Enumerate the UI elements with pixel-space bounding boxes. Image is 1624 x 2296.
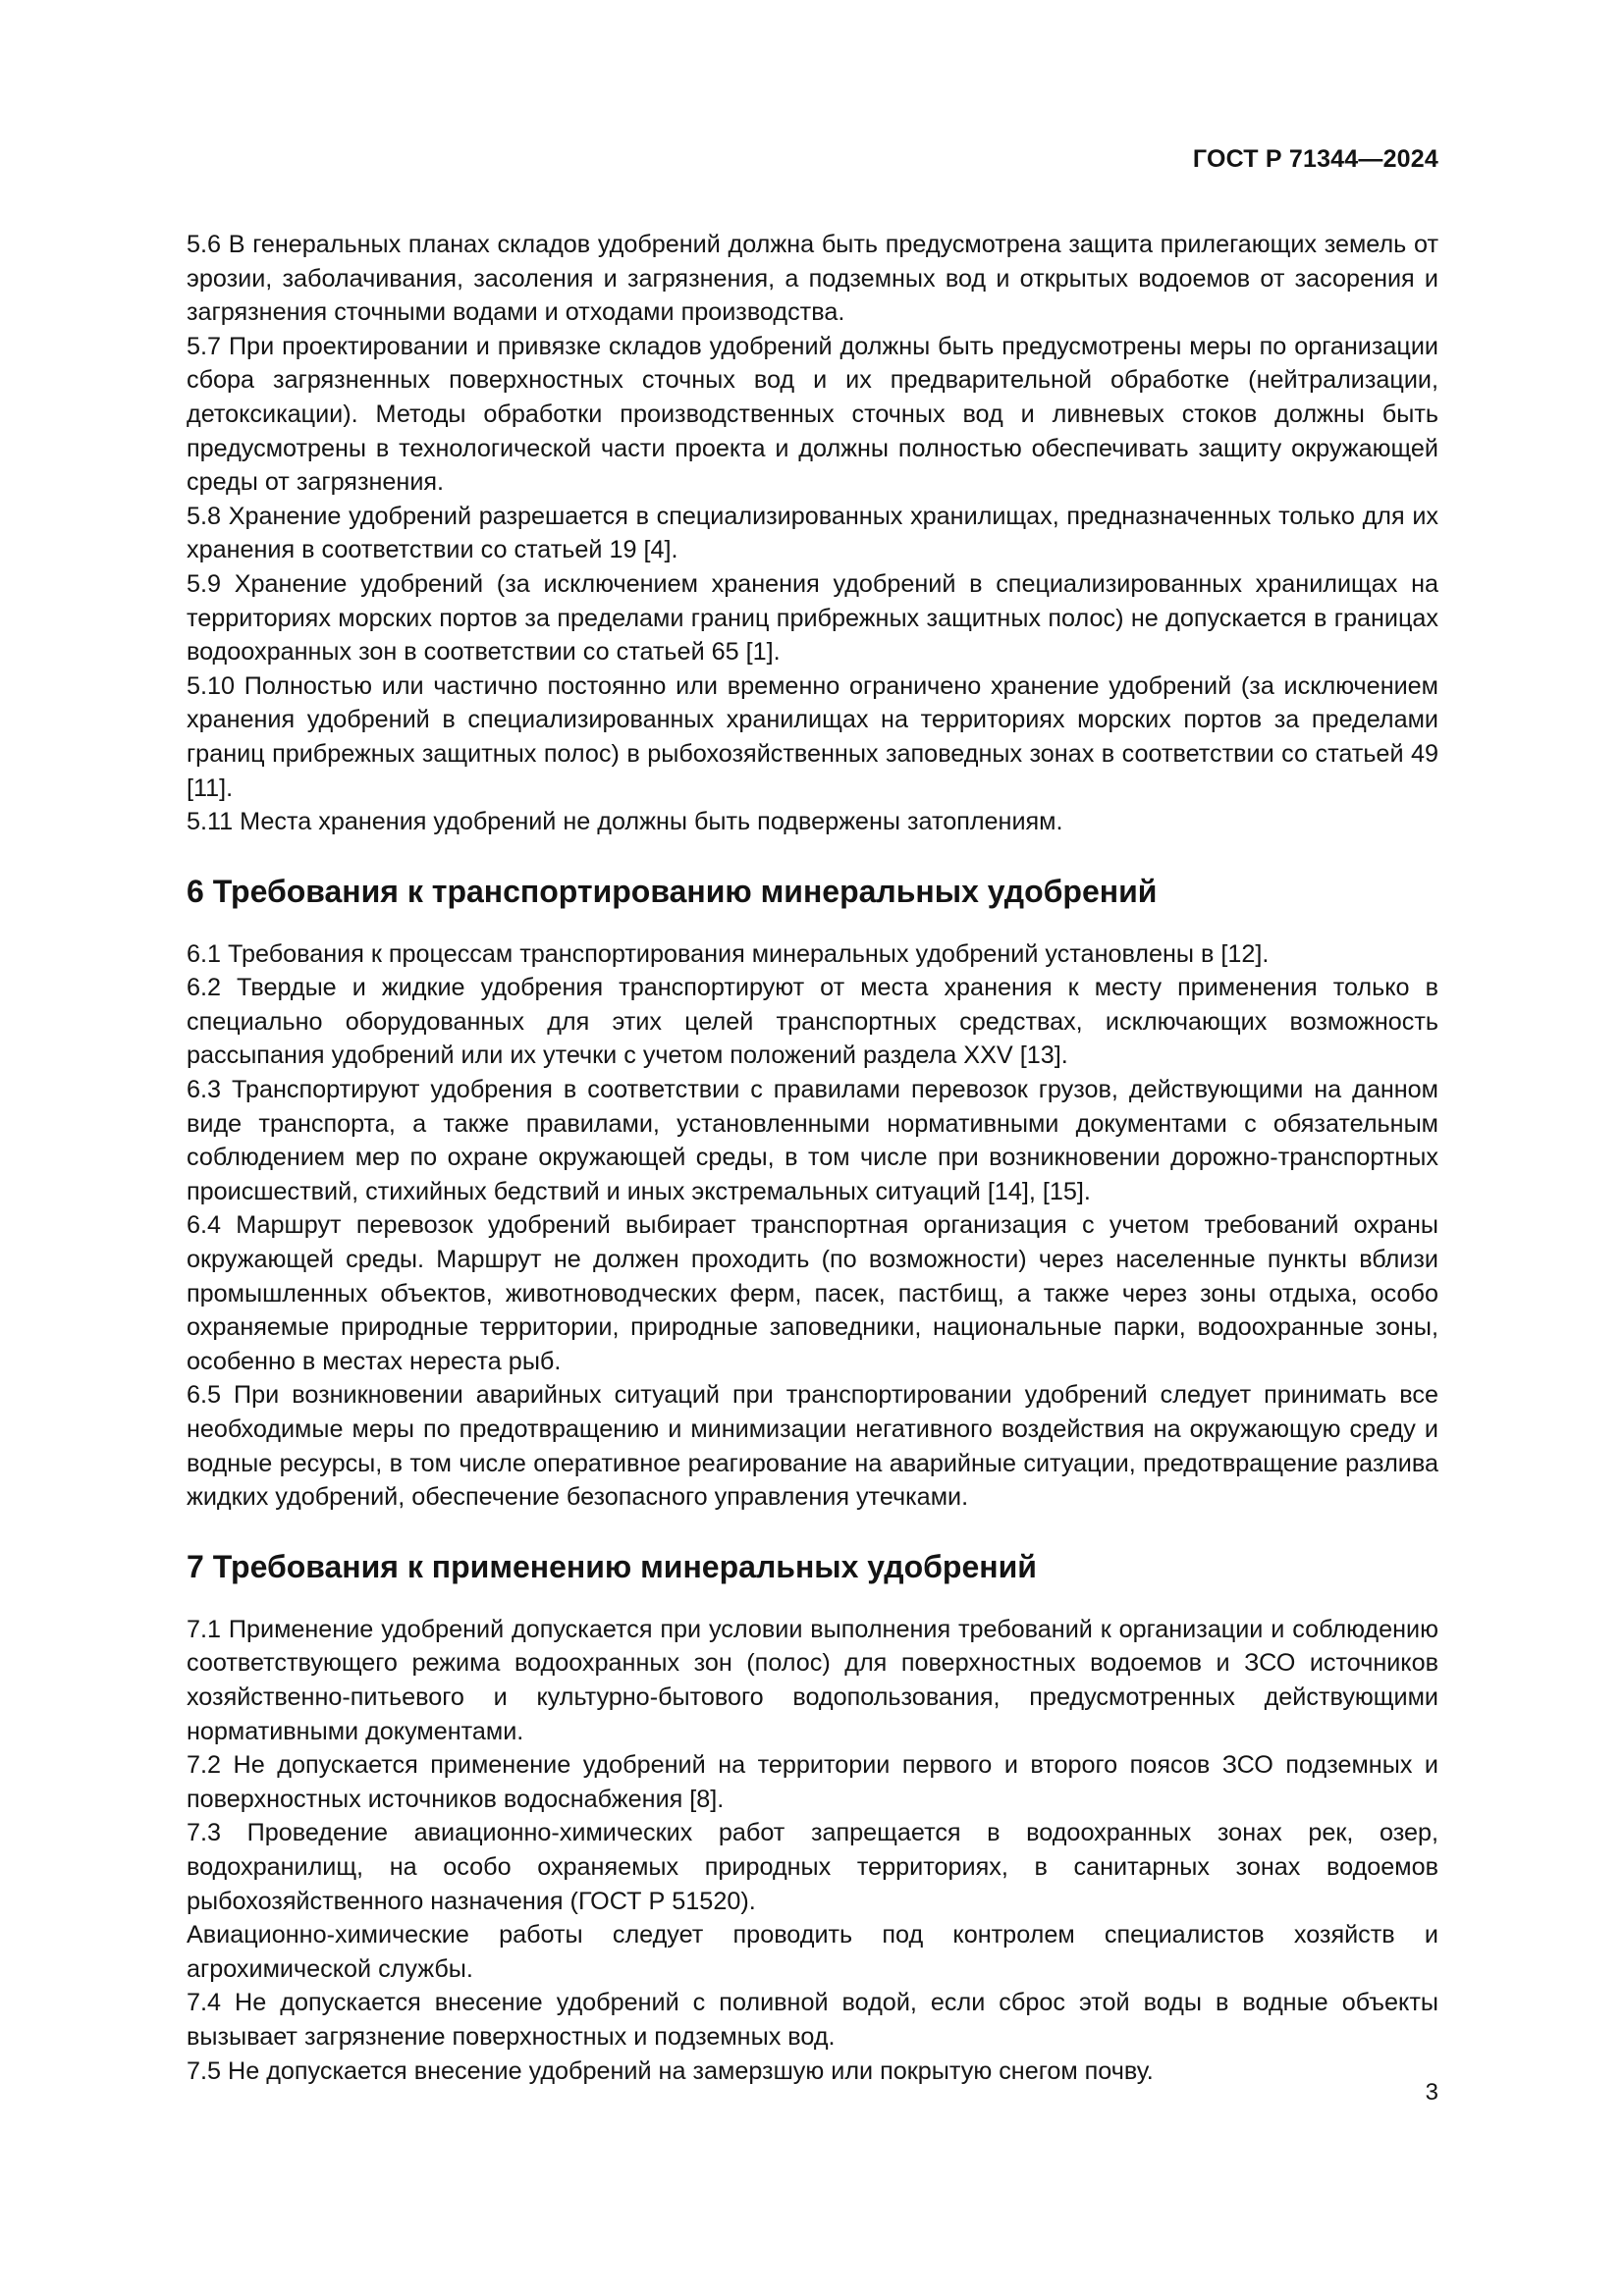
paragraph-5-11: 5.11 Места хранения удобрений не должны быть подвержены затоплениям. [187, 808, 1063, 836]
document-page [187, 0, 1438, 2296]
paragraph-6-1: 6.1 Требования к процессам транспортирования минеральных удобрений установлены в [12]. [187, 939, 1270, 968]
paragraph-5-8: 5.8 Хранение удобрений разрешается в специализированных хранилищах, предназначенных только для их хранения в соответствии со статьей 19 [4]. [187, 502, 1438, 564]
paragraph-5-10: 5.10 Полностью или частично постоянно или временно ограничено хранение удобрений (за исключением хранения удобрений в специализированных хранилищах на территориях морских портов за пределами границ прибрежных защитных полос) в рыбохозяйственных заповедных зонах в соответствии со статьей 49 [11]. [187, 671, 1438, 802]
page-number: 3 [1425, 2079, 1438, 2106]
section-7-heading: 7 Требования к применению минеральных удобрений [187, 1548, 1037, 1584]
paragraph-7-2: 7.2 Не допускается применение удобрений на территории первого и второго поясов ЗСО подземных и поверхностных источников водоснабжения [8]. [187, 1751, 1438, 1813]
paragraph-5-9: 5.9 Хранение удобрений (за исключением хранения удобрений в специализированных хранилищах на территориях морских портов за пределами границ прибрежных защитных полос) не допускается в границах водоохранных зон в соответствии со статьей 65 [1]. [187, 569, 1438, 667]
paragraph-6-2: 6.2 Твердые и жидкие удобрения транспортируют от места хранения к месту применения только в специально оборудованных для этих целей транспортных средствах, исключающих возможность рассыпания удобрений или их утечки с учетом положений раздела XXV [13]. [187, 974, 1438, 1070]
section-6-heading: 6 Требования к транспортированию минеральных удобрений [187, 873, 1158, 909]
paragraph-7-4: 7.4 Не допускается внесение удобрений с поливной водой, если сброс этой воды в водные объекты вызывает загрязнение поверхностных и подземных вод. [187, 1989, 1438, 2051]
document-body [187, 228, 1438, 2088]
paragraph-6-4: 6.4 Маршрут перевозок удобрений выбирает транспортная организация с учетом требований охраны окружающей среды. Маршрут не должен проходить (по возможности) через населенные пункты вблизи промышленных объектов, животноводческих ферм, пасек, пастбищ, а также через зоны отдыха, особо охраняемые природные территории, природные заповедники, национальные парки, водоохранные зоны, особенно в местах нереста рыб. [187, 1211, 1438, 1375]
paragraph-7-3: 7.3 Проведение авиационно-химических работ запрещается в водоохранных зонах рек, озер, водохранилищ, на особо охраняемых природных территориях, в санитарных зонах водоемов рыбохозяйственного назначения (ГОСТ Р 51520). [187, 1819, 1438, 1915]
paragraph-7-1: 7.1 Применение удобрений допускается при условии выполнения требований к организации и соблюдению соответствующего режима водоохранных зон (полос) для поверхностных водоемов и ЗСО источников хозяйственно-питьевого и культурно-бытового водопользования, предусмотренных действующими нормативными документами. [187, 1615, 1438, 1745]
paragraph-7-5: 7.5 Не допускается внесение удобрений на замерзшую или покрытую снегом почву. [187, 2056, 1154, 2085]
paragraph-5-7: 5.7 При проектировании и привязке складов удобрений должны быть предусмотрены меры по организации сбора загрязненных поверхностных сточных вод и их предварительной обработке (нейтрализации, детоксикации). Методы обработки производственных сточных вод и ливневых стоков должны быть предусмотрены в технологической части проекта и должны полностью обеспечивать защиту окружающей среды от загрязнения. [187, 332, 1438, 497]
paragraph-5-6: 5.6 В генеральных планах складов удобрений должна быть предусмотрена защита прилегающих земель от эрозии, заболачивания, засоления и загрязнения, а подземных вод и открытых водоемов от засорения и загрязнения сточными водами и отходами производства. [187, 231, 1438, 327]
paragraph-6-5: 6.5 При возникновении аварийных ситуаций при транспортировании удобрений следует принимать все необходимые меры по предотвращению и минимизации негативного воздействия на окружающую среду и водные ресурсы, в том числе оперативное реагирование на аварийные ситуации, предотвращение разлива жидких удобрений, обеспечение безопасного управления утечками. [187, 1381, 1438, 1512]
paragraph-7-3-note: Авиационно-химические работы следует проводить под контролем специалистов хозяйств и агрохимической службы. [187, 1921, 1438, 1983]
document-code: ГОСТ Р 71344—2024 [1192, 145, 1438, 173]
paragraph-6-3: 6.3 Транспортируют удобрения в соответствии с правилами перевозок грузов, действующими на данном виде транспорта, а также правилами, установленными нормативными документами с обязательным соблюдением мер по охране окружающей среды, в том числе при возникновении дорожно-транспортных происшествий, стихийных бедствий и иных экстремальных ситуаций [14], [15]. [187, 1076, 1438, 1205]
